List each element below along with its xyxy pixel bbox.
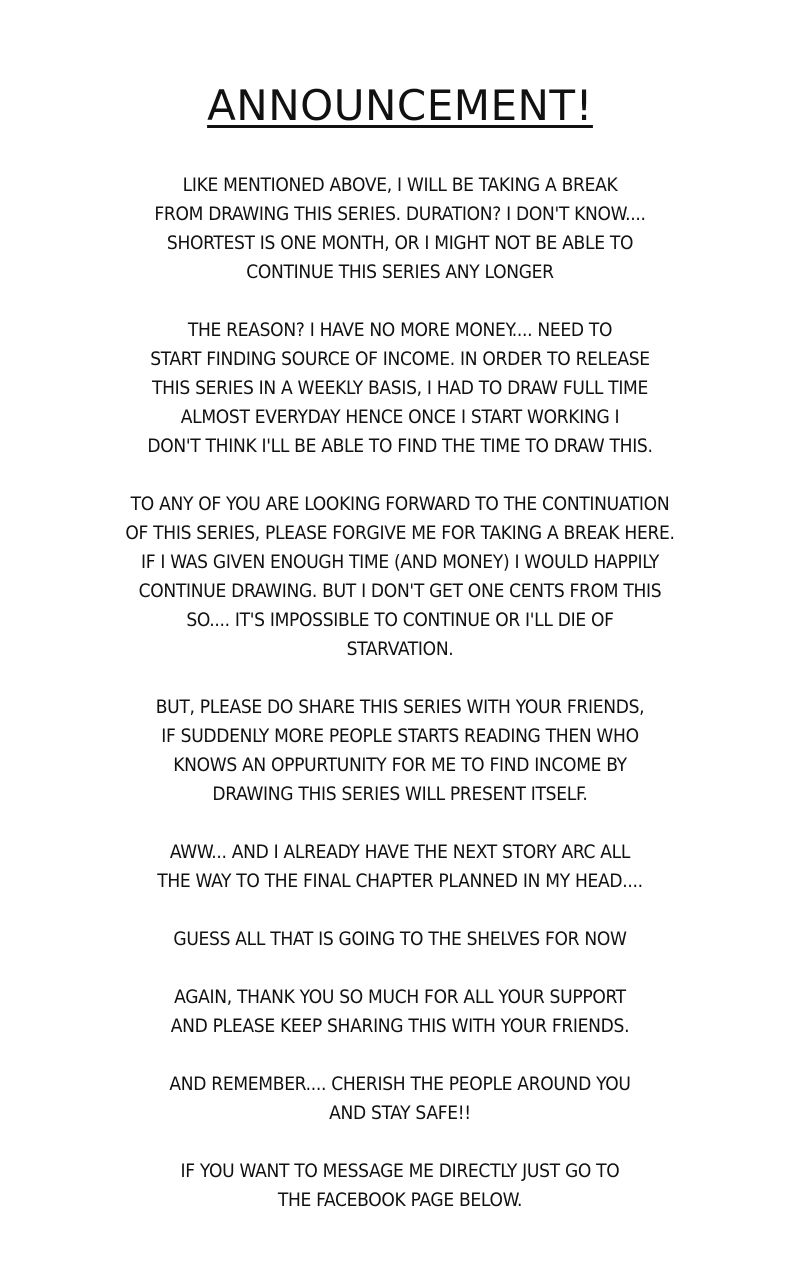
page-title-text: ANNOUNCEMENT! bbox=[207, 81, 593, 130]
paragraph-line: BUT, PLEASE DO SHARE THIS SERIES WITH YOUR FRIENDS, bbox=[155, 696, 645, 718]
paragraph-line: AND STAY SAFE!! bbox=[329, 1102, 471, 1124]
paragraph-line: AND REMEMBER.... CHERISH THE PEOPLE AROUND YOU bbox=[169, 1073, 631, 1095]
paragraph-line: KNOWS AN OPPURTUNITY FOR ME TO FIND INCOME BY bbox=[173, 754, 627, 776]
paragraph-line: TO ANY OF YOU ARE LOOKING FORWARD TO THE CONTINUATION bbox=[130, 493, 670, 515]
paragraph-line: THE FACEBOOK PAGE BELOW. bbox=[277, 1189, 523, 1211]
paragraph-story-arc bbox=[20, 838, 780, 896]
paragraph-line: IF YOU WANT TO MESSAGE ME DIRECTLY JUST GO TO bbox=[180, 1160, 620, 1182]
paragraph-share bbox=[20, 693, 780, 809]
paragraph-reason bbox=[20, 316, 780, 461]
paragraph-thanks bbox=[20, 983, 780, 1041]
paragraph-remember bbox=[20, 1070, 780, 1128]
paragraph-line: GUESS ALL THAT IS GOING TO THE SHELVES FOR NOW bbox=[173, 928, 627, 950]
paragraph-line: STARVATION. bbox=[346, 638, 454, 660]
paragraph-line: THIS SERIES IN A WEEKLY BASIS, I HAD TO DRAW FULL TIME bbox=[151, 377, 649, 399]
paragraph-line: THE REASON? I HAVE NO MORE MONEY.... NEED TO bbox=[187, 319, 613, 341]
paragraph-line: LIKE MENTIONED ABOVE, I WILL BE TAKING A BREAK bbox=[182, 174, 618, 196]
paragraph-shelves bbox=[20, 925, 780, 954]
paragraph-line: DRAWING THIS SERIES WILL PRESENT ITSELF. bbox=[212, 783, 588, 805]
paragraph-line: AND PLEASE KEEP SHARING THIS WITH YOUR FRIENDS. bbox=[170, 1015, 630, 1037]
paragraph-line: START FINDING SOURCE OF INCOME. IN ORDER TO RELEASE bbox=[150, 348, 650, 370]
paragraph-line: DON'T THINK I'LL BE ABLE TO FIND THE TIME TO DRAW THIS. bbox=[147, 435, 653, 457]
page-title bbox=[0, 78, 800, 134]
paragraph-line: FROM DRAWING THIS SERIES. DURATION? I DON'T KNOW.... bbox=[154, 203, 646, 225]
paragraph-line: CONTINUE THIS SERIES ANY LONGER bbox=[246, 261, 554, 283]
paragraph-line: SO.... IT'S IMPOSSIBLE TO CONTINUE OR I'LL DIE OF bbox=[186, 609, 614, 631]
paragraph-contact bbox=[20, 1157, 780, 1215]
paragraph-line: CONTINUE DRAWING. BUT I DON'T GET ONE CENTS FROM THIS bbox=[138, 580, 662, 602]
paragraph-line: SHORTEST IS ONE MONTH, OR I MIGHT NOT BE ABLE TO bbox=[166, 232, 634, 254]
paragraph-line: AGAIN, THANK YOU SO MUCH FOR ALL YOUR SUPPORT bbox=[174, 986, 626, 1008]
paragraph-line: IF SUDDENLY MORE PEOPLE STARTS READING THEN WHO bbox=[161, 725, 639, 747]
paragraph-line: IF I WAS GIVEN ENOUGH TIME (AND MONEY) I WOULD HAPPILY bbox=[140, 551, 660, 573]
paragraph-line: AWW... AND I ALREADY HAVE THE NEXT STORY ARC ALL bbox=[169, 841, 631, 863]
paragraph-line: OF THIS SERIES, PLEASE FORGIVE ME FOR TAKING A BREAK HERE. bbox=[125, 522, 675, 544]
paragraph-line: THE WAY TO THE FINAL CHAPTER PLANNED IN MY HEAD.... bbox=[157, 870, 643, 892]
paragraph-line: ALMOST EVERYDAY HENCE ONCE I START WORKING I bbox=[180, 406, 620, 428]
paragraph-break-notice bbox=[20, 171, 780, 287]
paragraph-apology bbox=[20, 490, 780, 664]
